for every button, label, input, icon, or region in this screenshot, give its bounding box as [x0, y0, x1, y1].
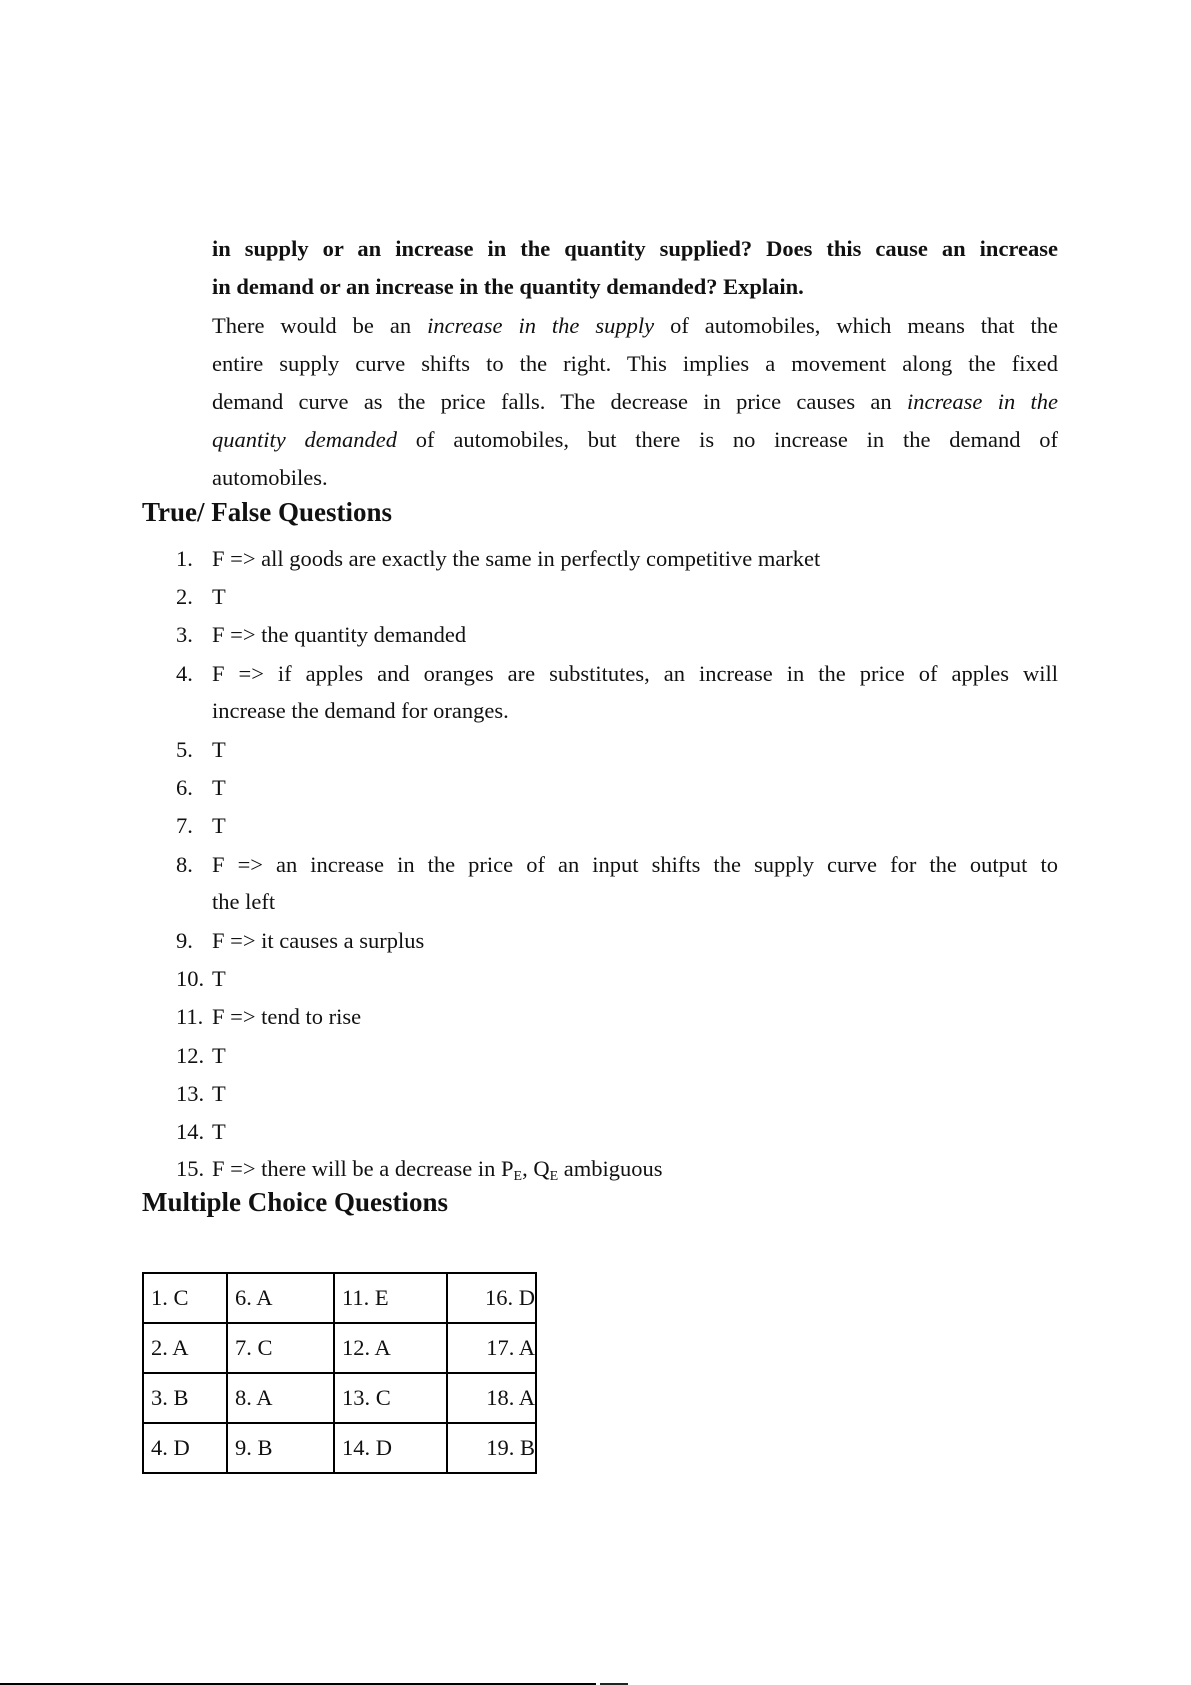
table-row [143, 1373, 536, 1423]
tf-answer-line: T [212, 813, 226, 838]
tf-answer-line: T [212, 775, 226, 800]
answer-line [212, 421, 1058, 459]
answer-emphasis: increase in the supply [427, 313, 655, 338]
tf-number: 5. [176, 737, 193, 762]
tf-answer-line: F => the quantity demanded [212, 622, 467, 647]
answer-text: of automobiles, but there is no increase in the demand of [397, 427, 1058, 452]
table-row [143, 1423, 536, 1473]
question-text [212, 230, 1058, 306]
answer-cell: 16. D [447, 1273, 536, 1323]
tf-number: 14. [176, 1119, 205, 1144]
tf-answer-line: T [212, 966, 226, 991]
tf-number: 10. [176, 966, 205, 991]
answer-line: automobiles. [212, 465, 328, 490]
answer-cell: 11. E [334, 1273, 447, 1323]
tf-answer [212, 1150, 1058, 1187]
tf-answer [212, 616, 1058, 653]
tf-number: 4. [176, 661, 193, 686]
tf-number: 15. [176, 1156, 205, 1181]
answer-cell: 7. C [227, 1323, 334, 1373]
tf-answer-line: the left [212, 889, 276, 914]
answer-cell: 19. B [447, 1423, 536, 1473]
tf-number: 12. [176, 1043, 205, 1068]
answer-cell: 1. C [143, 1273, 227, 1323]
answer-cell: 6. A [227, 1273, 334, 1323]
tf-number: 7. [176, 813, 193, 838]
table-row [143, 1323, 536, 1373]
tf-answer [212, 998, 1058, 1035]
tf-answer-line: F => all goods are exactly the same in perfectly competitive market [212, 546, 821, 571]
multiple-choice-heading: Multiple Choice Questions [142, 1187, 449, 1217]
answer-line [212, 307, 1058, 345]
answer-cell: 8. A [227, 1373, 334, 1423]
answer-cell: 3. B [143, 1373, 227, 1423]
answer-cell: 14. D [334, 1423, 447, 1473]
multiple-choice-answer-table [142, 1272, 537, 1474]
tf-answer-line: T [212, 737, 226, 762]
tf-answer-line: T [212, 1119, 226, 1144]
tf-text-part: F => there will be a decrease in P [212, 1156, 514, 1181]
tf-number: 8. [176, 852, 193, 877]
tf-answer [212, 807, 1058, 844]
answer-text: demand curve as the price falls. The decrease in price causes an [212, 389, 907, 414]
question-line: in supply or an increase in the quantity supplied? Does this cause an increase [212, 236, 1058, 261]
subscript-e: E [549, 1169, 559, 1184]
answer-text: There would be an [212, 313, 428, 338]
answer-cell: 13. C [334, 1373, 447, 1423]
answer-line: entire supply curve shifts to the right. This implies a movement along the fixed [212, 351, 1058, 376]
answer-cell: 12. A [334, 1323, 447, 1373]
tf-answer [212, 1075, 1058, 1112]
answer-paragraph [212, 307, 1058, 497]
answer-cell: 4. D [143, 1423, 227, 1473]
tf-number: 9. [176, 928, 193, 953]
tf-answer [212, 960, 1058, 997]
subscript-e: E [513, 1169, 523, 1184]
answer-cell: 9. B [227, 1423, 334, 1473]
tf-answer [212, 846, 1058, 920]
tf-answer-line: increase the demand for oranges. [212, 698, 509, 723]
tf-text-part: , Q [522, 1156, 550, 1181]
question-line: in demand or an increase in the quantity demanded? Explain. [212, 274, 804, 299]
tf-answer-line: F => tend to rise [212, 1004, 362, 1029]
answer-cell: 17. A [447, 1323, 536, 1373]
tf-answer [212, 540, 1058, 577]
answer-text: of automobiles, which means that the [654, 313, 1059, 338]
answer-emphasis: increase in the [906, 389, 1058, 414]
tf-number: 11. [176, 1004, 204, 1029]
table-row [143, 1273, 536, 1323]
tf-answer [212, 578, 1058, 615]
tf-number: 6. [176, 775, 193, 800]
tf-answer-line: F => if apples and oranges are substitutes, an increase in the price of apples will [212, 661, 1058, 686]
tf-answer-line: T [212, 584, 226, 609]
tf-answer [212, 731, 1058, 768]
tf-answer-line: T [212, 1081, 226, 1106]
tf-answer-line: F => an increase in the price of an input shifts the supply curve for the output to [212, 852, 1058, 877]
tf-number: 2. [176, 584, 193, 609]
tf-answer [212, 1113, 1058, 1150]
tf-number: 1. [176, 546, 193, 571]
tf-number: 13. [176, 1081, 205, 1106]
tf-answer-line: F => it causes a surplus [212, 928, 425, 953]
tf-answer [212, 655, 1058, 729]
tf-number: 3. [176, 622, 193, 647]
true-false-heading: True/ False Questions [142, 497, 393, 527]
answer-cell: 2. A [143, 1323, 227, 1373]
tf-text-part: ambiguous [558, 1156, 663, 1181]
answer-cell: 18. A [447, 1373, 536, 1423]
tf-answer [212, 769, 1058, 806]
answer-emphasis: quantity demanded [212, 427, 398, 452]
tf-answer [212, 1037, 1058, 1074]
answer-line [212, 383, 1058, 421]
tf-answer [212, 922, 1058, 959]
tf-answer-line: T [212, 1043, 226, 1068]
